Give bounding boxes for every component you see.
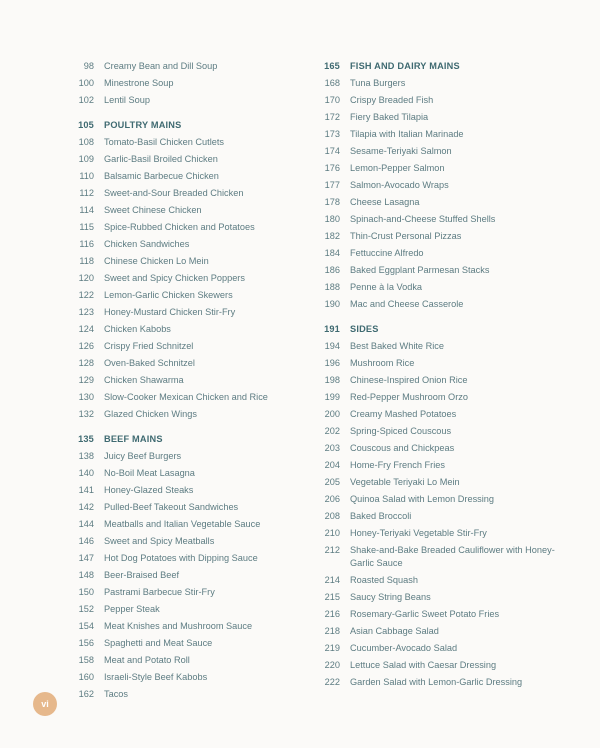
- toc-page-number: 194: [324, 341, 340, 351]
- recipe-title: Cheese Lasagna: [350, 197, 420, 207]
- toc-entry: [318, 296, 558, 313]
- toc-entry: [318, 92, 558, 109]
- recipe-title: Rosemary-Garlic Sweet Potato Fries: [350, 609, 500, 619]
- recipe-title: Best Baked White Rice: [350, 341, 444, 351]
- toc-entry: [72, 550, 322, 567]
- toc-entry: [72, 236, 322, 253]
- recipe-title: Salmon-Avocado Wraps: [350, 180, 449, 190]
- toc-page-number: 220: [324, 660, 340, 670]
- toc-page-number: 144: [78, 519, 94, 529]
- toc-page-number: 130: [78, 392, 94, 402]
- recipe-title: Chinese-Inspired Onion Rice: [350, 375, 468, 385]
- toc-page-number: 219: [324, 643, 340, 653]
- toc-entry: [318, 572, 558, 589]
- recipe-title: Slow-Cooker Mexican Chicken and Rice: [104, 392, 268, 402]
- recipe-title: Lentil Soup: [104, 95, 150, 105]
- toc-page-number: 110: [79, 171, 94, 181]
- toc-entry: [72, 75, 322, 92]
- toc-entry: [318, 160, 558, 177]
- recipe-title: Juicy Beef Burgers: [104, 451, 182, 461]
- recipe-title: Lemon-Garlic Chicken Skewers: [104, 290, 233, 300]
- toc-entry: [318, 194, 558, 211]
- toc-page-number: 116: [79, 239, 94, 249]
- recipe-title: Baked Eggplant Parmesan Stacks: [350, 265, 490, 275]
- toc-entry: [72, 482, 322, 499]
- toc-page-number: 172: [324, 112, 340, 122]
- toc-entry: [72, 652, 322, 669]
- page-number-badge: vi: [33, 692, 57, 716]
- toc-entry: [72, 601, 322, 618]
- toc-entry: [318, 109, 558, 126]
- recipe-title: Sesame-Teriyaki Salmon: [350, 146, 452, 156]
- recipe-title: Balsamic Barbecue Chicken: [104, 171, 219, 181]
- toc-entry: [72, 168, 322, 185]
- toc-entry: [72, 355, 322, 372]
- toc-page-number: 205: [324, 477, 340, 487]
- recipe-title: Mac and Cheese Casserole: [350, 299, 464, 309]
- recipe-title: Fettuccine Alfredo: [350, 248, 424, 258]
- recipe-title: Sweet and Spicy Meatballs: [104, 536, 215, 546]
- toc-entry: [72, 202, 322, 219]
- toc-entry: [72, 338, 322, 355]
- recipe-title: Asian Cabbage Salad: [350, 626, 439, 636]
- recipe-title: Chicken Shawarma: [104, 375, 184, 385]
- toc-entry: [318, 674, 558, 691]
- toc-entry: [318, 525, 558, 542]
- toc-page-number: 146: [78, 536, 94, 546]
- toc-page-number: 140: [78, 468, 94, 478]
- recipe-title: Tilapia with Italian Marinade: [350, 129, 464, 139]
- toc-page-number: 215: [324, 592, 340, 602]
- toc-entry: [318, 491, 558, 508]
- toc-entry: [318, 143, 558, 160]
- toc-entry: [318, 406, 558, 423]
- toc-page-number: 165: [324, 61, 340, 71]
- toc-page-number: 148: [78, 570, 94, 580]
- toc-page-number: 154: [78, 621, 94, 631]
- recipe-title: Lettuce Salad with Caesar Dressing: [350, 660, 497, 670]
- toc-page-number: 105: [78, 120, 94, 130]
- recipe-title: Chicken Sandwiches: [104, 239, 190, 249]
- toc-entry: [72, 669, 322, 686]
- recipe-title: Cucumber-Avocado Salad: [350, 643, 458, 653]
- toc-entry: [72, 287, 322, 304]
- toc-entry: [72, 533, 322, 550]
- recipe-title: Garden Salad with Lemon-Garlic Dressing: [350, 677, 523, 687]
- toc-section-heading: [318, 58, 558, 75]
- recipe-title: Crispy Breaded Fish: [350, 95, 434, 105]
- toc-entry: [318, 262, 558, 279]
- toc-page-number: 118: [79, 256, 94, 266]
- toc-entry: [318, 75, 558, 92]
- toc-page-number: 141: [78, 485, 94, 495]
- toc-entry: [72, 389, 322, 406]
- toc-page-number: 190: [324, 299, 340, 309]
- recipe-title: Creamy Mashed Potatoes: [350, 409, 457, 419]
- toc-entry: [318, 440, 558, 457]
- toc-entry: [318, 177, 558, 194]
- toc-page-number: 156: [78, 638, 94, 648]
- toc-entry: [72, 584, 322, 601]
- toc-page-number: 218: [324, 626, 340, 636]
- toc-entry: [318, 508, 558, 525]
- toc-entry: [318, 474, 558, 491]
- toc-page-number: 108: [78, 137, 94, 147]
- toc-page-number: 178: [324, 197, 340, 207]
- recipe-title: Spinach-and-Cheese Stuffed Shells: [350, 214, 496, 224]
- recipe-title: Couscous and Chickpeas: [350, 443, 455, 453]
- toc-entry: [72, 448, 322, 465]
- toc-page-number: 180: [324, 214, 340, 224]
- toc-entry: [72, 92, 322, 109]
- toc-page-number: 115: [79, 222, 94, 232]
- toc-entry: [318, 228, 558, 245]
- toc-entry: [72, 406, 322, 423]
- toc-entry: [318, 457, 558, 474]
- recipe-title: Honey-Mustard Chicken Stir-Fry: [104, 307, 236, 317]
- toc-entry: [318, 640, 558, 657]
- toc-page-number: 174: [324, 146, 340, 156]
- recipe-title: Shake-and-Bake Breaded Cauliflower with Honey-Garlic Sauce: [350, 545, 555, 568]
- toc-page-number: 152: [78, 604, 94, 614]
- toc-page-number: 198: [324, 375, 340, 385]
- toc-page-number: 168: [324, 78, 340, 88]
- section-title: POULTRY MAINS: [104, 120, 182, 130]
- toc-entry: [72, 151, 322, 168]
- toc-entry: [72, 219, 322, 236]
- recipe-title: Lemon-Pepper Salmon: [350, 163, 445, 173]
- toc-page-number: 129: [78, 375, 94, 385]
- toc-page-number: 188: [324, 282, 340, 292]
- recipe-title: Israeli-Style Beef Kabobs: [104, 672, 208, 682]
- toc-entry: [318, 211, 558, 228]
- recipe-title: Honey-Teriyaki Vegetable Stir-Fry: [350, 528, 487, 538]
- recipe-title: Red-Pepper Mushroom Orzo: [350, 392, 468, 402]
- recipe-title: Crispy Fried Schnitzel: [104, 341, 194, 351]
- recipe-title: Pepper Steak: [104, 604, 160, 614]
- toc-page-number: 112: [79, 188, 94, 198]
- recipe-title: Saucy String Beans: [350, 592, 431, 602]
- section-title: SIDES: [350, 324, 379, 334]
- toc-entry: [72, 567, 322, 584]
- toc-entry: [72, 465, 322, 482]
- toc-entry: [72, 372, 322, 389]
- toc-page-number: 200: [324, 409, 340, 419]
- recipe-title: Thin-Crust Personal Pizzas: [350, 231, 462, 241]
- toc-page-number: 98: [83, 61, 94, 71]
- toc-page-number: 100: [78, 78, 94, 88]
- recipe-title: Oven-Baked Schnitzel: [104, 358, 195, 368]
- recipe-title: No-Boil Meat Lasagna: [104, 468, 195, 478]
- toc-page-number: 124: [78, 324, 94, 334]
- toc-entry: [318, 389, 558, 406]
- toc-page-number: 120: [78, 273, 94, 283]
- toc-page-number: 212: [324, 545, 340, 555]
- toc-entry: [72, 304, 322, 321]
- toc-entry: [72, 618, 322, 635]
- recipe-title: Chinese Chicken Lo Mein: [104, 256, 209, 266]
- toc-page-number: 176: [324, 163, 340, 173]
- toc-page-number: 122: [78, 290, 94, 300]
- recipe-title: Mushroom Rice: [350, 358, 415, 368]
- recipe-title: Minestrone Soup: [104, 78, 174, 88]
- recipe-title: Sweet Chinese Chicken: [104, 205, 202, 215]
- toc-entry: [318, 279, 558, 296]
- toc-page-number: 162: [78, 689, 94, 699]
- toc-entry: [72, 686, 322, 703]
- toc-entry: [72, 499, 322, 516]
- toc-page-number: 208: [324, 511, 340, 521]
- toc-page-number: 222: [324, 677, 340, 687]
- toc-page-number: 102: [78, 95, 94, 105]
- recipe-title: Baked Broccoli: [350, 511, 412, 521]
- toc-page-number: 160: [78, 672, 94, 682]
- toc-page-number: 191: [324, 324, 340, 334]
- recipe-title: Creamy Bean and Dill Soup: [104, 61, 218, 71]
- recipe-title: Tuna Burgers: [350, 78, 406, 88]
- recipe-title: Spice-Rubbed Chicken and Potatoes: [104, 222, 255, 232]
- toc-entry: [72, 58, 322, 75]
- toc-entry: [72, 185, 322, 202]
- toc-page-number: 214: [324, 575, 340, 585]
- recipe-title: Vegetable Teriyaki Lo Mein: [350, 477, 460, 487]
- toc-page-number: 186: [324, 265, 340, 275]
- recipe-title: Spring-Spiced Couscous: [350, 426, 452, 436]
- toc-right-column: [318, 58, 558, 691]
- recipe-title: Meat and Potato Roll: [104, 655, 190, 665]
- recipe-title: Fiery Baked Tilapia: [350, 112, 429, 122]
- recipe-title: Tomato-Basil Chicken Cutlets: [104, 137, 224, 147]
- recipe-title: Home-Fry French Fries: [350, 460, 445, 470]
- toc-entry: [72, 270, 322, 287]
- toc-section-heading: [72, 117, 322, 134]
- recipe-title: Sweet and Spicy Chicken Poppers: [104, 273, 245, 283]
- recipe-title: Honey-Glazed Steaks: [104, 485, 194, 495]
- toc-entry: [318, 338, 558, 355]
- recipe-title: Glazed Chicken Wings: [104, 409, 197, 419]
- toc-section-heading: [72, 431, 322, 448]
- recipe-title: Chicken Kabobs: [104, 324, 171, 334]
- recipe-title: Meat Knishes and Mushroom Sauce: [104, 621, 253, 631]
- toc-page-number: 123: [78, 307, 94, 317]
- recipe-title: Tacos: [104, 689, 128, 699]
- toc-page-number: 114: [79, 205, 94, 215]
- toc-entry: [72, 253, 322, 270]
- toc-page-number: 210: [324, 528, 340, 538]
- toc-left-column: [72, 58, 322, 703]
- toc-page-number: 132: [78, 409, 94, 419]
- section-title: FISH AND DAIRY MAINS: [350, 61, 460, 71]
- toc-entry: [318, 589, 558, 606]
- toc-page-number: 177: [324, 180, 340, 190]
- recipe-title: Pulled-Beef Takeout Sandwiches: [104, 502, 239, 512]
- recipe-title: Sweet-and-Sour Breaded Chicken: [104, 188, 244, 198]
- toc-page-number: 142: [78, 502, 94, 512]
- recipe-title: Spaghetti and Meat Sauce: [104, 638, 213, 648]
- toc-page-number: 173: [324, 129, 340, 139]
- toc-entry: [72, 134, 322, 151]
- toc-page-number: 196: [324, 358, 340, 368]
- toc-entry: [318, 542, 558, 572]
- toc-page-number: 109: [78, 154, 94, 164]
- recipe-title: Garlic-Basil Broiled Chicken: [104, 154, 218, 164]
- toc-page-number: 216: [324, 609, 340, 619]
- toc-page-number: 128: [78, 358, 94, 368]
- toc-entry: [72, 635, 322, 652]
- recipe-title: Roasted Squash: [350, 575, 418, 585]
- toc-page-number: 126: [78, 341, 94, 351]
- toc-page-number: 147: [78, 553, 94, 563]
- recipe-title: Meatballs and Italian Vegetable Sauce: [104, 519, 261, 529]
- toc-page-number: 138: [78, 451, 94, 461]
- toc-entry: [72, 321, 322, 338]
- recipe-title: Beer-Braised Beef: [104, 570, 180, 580]
- toc-entry: [318, 423, 558, 440]
- section-title: BEEF MAINS: [104, 434, 163, 444]
- toc-page-number: 204: [324, 460, 340, 470]
- toc-page-number: 202: [324, 426, 340, 436]
- toc-section-heading: [318, 321, 558, 338]
- recipe-title: Hot Dog Potatoes with Dipping Sauce: [104, 553, 258, 563]
- toc-entry: [318, 606, 558, 623]
- toc-page-number: 206: [324, 494, 340, 504]
- toc-page-number: 150: [78, 587, 94, 597]
- toc-page-number: 203: [324, 443, 340, 453]
- toc-entry: [318, 355, 558, 372]
- toc-entry: [318, 245, 558, 262]
- recipe-title: Pastrami Barbecue Stir-Fry: [104, 587, 215, 597]
- toc-entry: [318, 126, 558, 143]
- toc-page-number: 135: [78, 434, 94, 444]
- toc-entry: [318, 657, 558, 674]
- toc-page-number: 184: [324, 248, 340, 258]
- recipe-title: Quinoa Salad with Lemon Dressing: [350, 494, 495, 504]
- toc-page-number: 170: [324, 95, 340, 105]
- toc-page-number: 182: [324, 231, 340, 241]
- toc-page-number: 199: [324, 392, 340, 402]
- toc-entry: [72, 516, 322, 533]
- recipe-title: Penne à la Vodka: [350, 282, 423, 292]
- toc-entry: [318, 623, 558, 640]
- toc-entry: [318, 372, 558, 389]
- toc-page-number: 158: [78, 655, 94, 665]
